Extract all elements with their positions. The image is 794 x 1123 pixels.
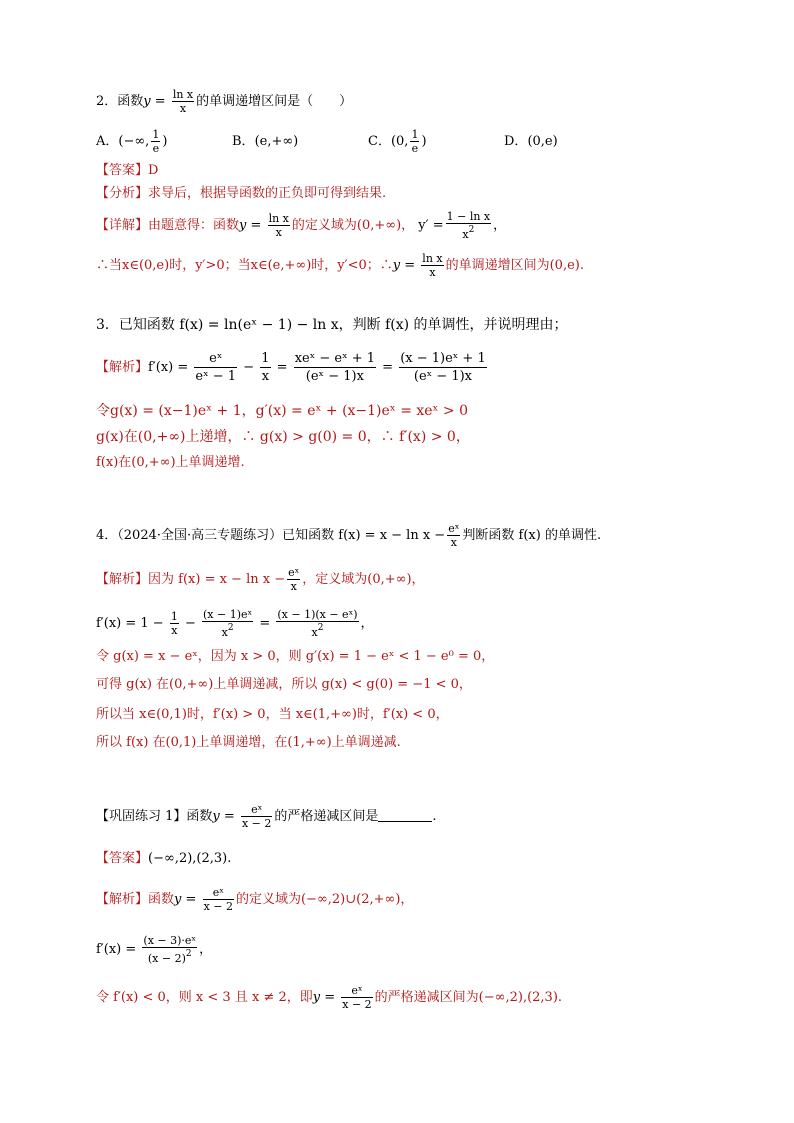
p1-answer: 【答案】(−∞,2),(2,3). — [96, 851, 232, 866]
q2-fraction-lnx-over-x: $\frac{\text{ln x}}{x}$ — [172, 88, 194, 115]
q2-option-c[interactable]: C．(0, $\frac{1}{e}$ ) — [368, 128, 427, 155]
q2-options — [96, 128, 640, 155]
q4-solution-line2: f′(x) = 1 − $\frac{1}{x}$ − $\frac{\text{(x − 1)eˣ}}{x^2}$ = $\frac{\text{(x − 1)(x − eˣ)}}{x^2}$ ， — [96, 608, 374, 639]
q4-solution-line4: 可得 g(x) 在(0,+∞)上单调递减，所以 g(x) < g(0) = −1 < 0， — [96, 677, 472, 692]
q4-solution-line5: 所以当 x∈(0,1)时，f′(x) > 0，当 x∈(1,+∞)时，f′(x) < 0， — [96, 707, 449, 722]
q2-option-d[interactable]: D．(0,e) — [504, 134, 558, 149]
p1-solution-line2: f′(x) = $\frac{\text{(x − 3)·eˣ}}{(x - 2)^2}$ ， — [96, 934, 213, 965]
q2-detail-line1: 【详解】由题意得：函数y = $\frac{\text{ln x}}{x}$ 的定义域为(0,+∞)， y′ = $\frac{\text{1 − ln x}}{x^2}$ ， — [96, 210, 507, 241]
q2-option-b[interactable]: B．(e,+∞) — [232, 134, 299, 149]
p1-stem: 【巩固练习 1】函数y = $\frac{\text{eˣ}}{x - 2}$ 的严格递减区间是 . — [96, 803, 437, 830]
q3-solution-line3: g(x)在(0,+∞)上递增，∴ g(x) > g(0) = 0，∴ f′(x) > 0， — [96, 429, 470, 445]
q3-solution-line4: f(x)在(0,+∞)上单调递增. — [96, 455, 245, 470]
q4-solution-line3: 令 g(x) = x − eˣ，因为 x > 0，则 g′(x) = 1 − eˣ < 1 − e⁰ = 0， — [96, 649, 495, 664]
q2-option-a[interactable]: A．(−∞, $\frac{1}{e}$ ) — [96, 128, 168, 155]
q2-answer: 【答案】D — [96, 163, 159, 178]
q2-detail-line2: ∴当x∈(0,e)时，y′>0；当x∈(e,+∞)时，y′<0；∴y = $\frac{\text{ln x}}{x}$ 的单调递增区间为(0,e). — [96, 252, 584, 279]
q2-stem-post: 的单调递增区间是（ ） — [196, 94, 353, 109]
q4-solution-line6: 所以 f(x) 在(0,1)上单调递增，在(1,+∞)上单调递减. — [96, 735, 401, 750]
q2-stem-pre: 2．函数 — [96, 94, 144, 109]
q3-solution-line1: 【解析】f′(x) = $\frac{\text{eˣ}}{\text{eˣ − 1}}$ − $\frac{1}{x}$ = $\frac{\text{xeˣ − eˣ + 1}}{\text{(eˣ − 1)x}}$ = $\frac{\text{(x − 1)eˣ + 1}}{\text{(eˣ − 1)x}}$ — [96, 351, 486, 384]
p1-answer-blank[interactable] — [378, 809, 432, 822]
q2-analysis: 【分析】求导后，根据导函数的正负即可得到结果. — [96, 186, 387, 201]
q4-stem: 4．（2024·全国·高三专题练习）已知函数 f(x) = x − ln x − $\frac{\text{eˣ}}{x}$ 判断函数 f(x) 的单调性. — [96, 522, 602, 549]
p1-solution-line3: 令 f′(x) < 0，则 x < 3 且 x ≠ 2，即y = $\frac{\text{eˣ}}{x - 2}$ 的严格递减区间为(−∞,2),(2,3). — [96, 984, 563, 1011]
q4-solution-line1: 【解析】因为 f(x) = x − ln x − $\frac{\text{eˣ}}{x}$ ，定义域为(0,+∞)， — [96, 566, 425, 593]
p1-solution-line1: 【解析】函数y = $\frac{\text{eˣ}}{x - 2}$ 的定义域为(−∞,2)∪(2,+∞)， — [96, 886, 414, 913]
q3-solution-line2: 令g(x) = (x−1)eˣ + 1，g′(x) = eˣ + (x−1)eˣ = xeˣ > 0 — [96, 403, 469, 419]
q3-stem: 3．已知函数 f(x) = ln(eˣ − 1) − ln x，判断 f(x) 的单调性，并说明理由； — [96, 317, 568, 333]
q2-stem: 2．函数y = $\frac{\text{ln x}}{x}$ 的单调递增区间是（ ） — [96, 88, 353, 115]
